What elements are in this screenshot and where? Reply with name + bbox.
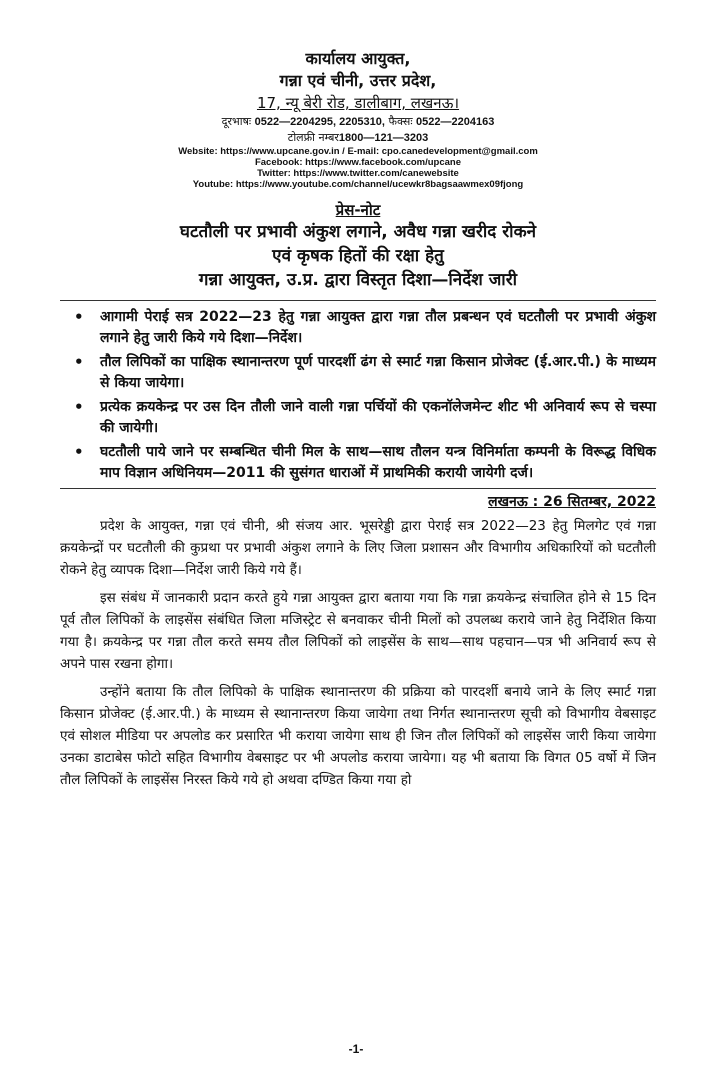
tollfree-number: 1800—121—3203 (338, 132, 429, 144)
website-email-line: Website: https://www.upcane.gov.in / E-mail: cpo.canedevelopment@gmail.com (178, 146, 538, 157)
facebook-line: Facebook: https://www.facebook.com/upcane (254, 157, 462, 168)
highlight-text: तौल लिपिकों का पाक्षिक स्थानान्तरण पूर्ण पारदर्शी ढंग से स्मार्ट गन्ना किसान प्रोजेक्ट (ई.आर.पी.) के माध्यम से किया जायेगा। (100, 354, 656, 391)
highlight-item (74, 397, 656, 439)
highlight-text: घटतौली पाये जाने पर सम्बन्धित चीनी मिल के साथ—साथ तौलन यन्त्र विनिर्माता कम्पनी के विरूद्ध विधिक माप विज्ञान अधिनियम—2011 की सुसंगत धाराओं में प्राथमिकी करायी जायेगी दर्ज। (100, 444, 656, 481)
department-title: गन्ना एवं चीनी, उत्तर प्रदेश, (279, 71, 437, 90)
highlight-text: प्रत्येक क्रयकेन्द्र पर उस दिन तौली जाने वाली गन्ना पर्चियों की एकनॉलेजमेन्ट शीट भी अनिवार्य रूप से चस्पा की जायेगी। (100, 399, 656, 436)
highlight-text: आगामी पेराई सत्र 2022—23 हेतु गन्ना आयुक्त द्वारा गन्ना तौल प्रबन्धन एवं घटतौली पर प्रभावी अंकुश लगाने हेतु जारी किये गये दिशा—निर्देश। (100, 309, 656, 346)
headline-line-2: एवं कृषक हितों की रक्षा हेतु (272, 246, 444, 266)
press-note-label: प्रेस-नोट (335, 201, 381, 219)
highlight-item (74, 352, 656, 394)
page-number: -1- (348, 1042, 364, 1056)
dateline: लखनऊ : 26 सितम्बर, 2022 (488, 494, 656, 510)
highlights-list (60, 307, 656, 484)
headline-line-1: घटतौली पर प्रभावी अंकुश लगाने, अवैध गन्ना खरीद रोकने (179, 222, 537, 242)
twitter-line: Twitter: https://www.twitter.com/canewebsite (257, 168, 459, 179)
letterhead (60, 48, 656, 292)
bullet-icon: • (74, 353, 84, 371)
tollfree-label: टोलफ्री नम्बर (287, 131, 339, 144)
bullet-icon: • (74, 443, 84, 461)
tollfree-line (60, 130, 656, 146)
document-page (0, 48, 712, 1072)
bottom-divider (60, 488, 656, 489)
fax-label: फैक्सः (388, 115, 413, 128)
contact-phone-line (60, 114, 656, 130)
youtube-line: Youtube: https://www.youtube.com/channel/ucewkr8bagsaawmex09fjong (192, 179, 524, 190)
body-paragraph: इस संबंध में जानकारी प्रदान करते हुये गन्ना आयुक्त द्वारा बताया गया कि गन्ना क्रयकेन्द्र संचालित होने से 15 दिन पूर्व तौल लिपिकों के लाइसेंस संबंधित जिला मजिस्ट्रेट से बनवाकर चीनी मिलों को उपलब्ध कराये जाने हेतु निर्देशित किया गया है। क्रयकेन्द्र पर गन्ना तौल करते समय तौल लिपिकों को लाइसेंस के साथ—साथ पहचान—पत्र भी अनिवार्य रूप से अपने पास रखना होगा। (60, 590, 656, 672)
office-title: कार्यालय आयुक्त, (305, 49, 411, 68)
bullet-icon: • (74, 308, 84, 326)
headline-line-3: गन्ना आयुक्त, उ.प्र. द्वारा विस्तृत दिशा—निर्देश जारी (198, 270, 518, 290)
phone-label: दूरभाषः (221, 115, 252, 128)
bullet-icon: • (74, 398, 84, 416)
phone-numbers: 0522—2204295, 2205310, (254, 116, 385, 128)
highlight-item (74, 307, 656, 349)
fax-number: 0522—2204163 (416, 116, 495, 128)
top-divider (60, 300, 656, 301)
office-address: 17, न्यू बेरी रोड, डालीबाग, लखनऊ। (256, 94, 460, 112)
body-paragraph: प्रदेश के आयुक्त, गन्ना एवं चीनी, श्री संजय आर. भूसरेड्डी द्वारा पेराई सत्र 2022—23 हेतु मिलगेट एवं गन्ना क्रयकेन्द्रों पर घटतौली की कुप्रथा पर प्रभावी अंकुश लगाने के लिए जिला प्रशासन और विभागीय अधिकारियों को घटतौली रोकने हेतु व्यापक दिशा—निर्देश जारी किये गये हैं। (60, 518, 656, 578)
body-paragraph: उन्होंने बताया कि तौल लिपिको के पाक्षिक स्थानान्तरण की प्रक्रिया को पारदर्शी बनाये जाने के लिए स्मार्ट गन्ना किसान प्रोजेक्ट (ई.आर.पी.) के माध्यम से स्थानान्तरण किया जायेगा तथा निर्गत स्थानान्तरण सूची को विभागीय वेबसाइट एवं सोशल मीडिया पर अपलोड कर प्रसारित भी कराया जायेगा साथ ही जिन तौल लिपिकों को लाइसेंस जारी किया जायेगा उनका डाटाबेस फोटो सहित विभागीय वेबसाइट पर भी अपलोड कराया जायेगा। यह भी बताया कि विगत 05 वर्षो में जिन तौल लिपिकों के लाइसेंस निरस्त किये गये हो अथवा दण्डित किया गया हो (60, 684, 656, 788)
highlight-item (74, 442, 656, 484)
